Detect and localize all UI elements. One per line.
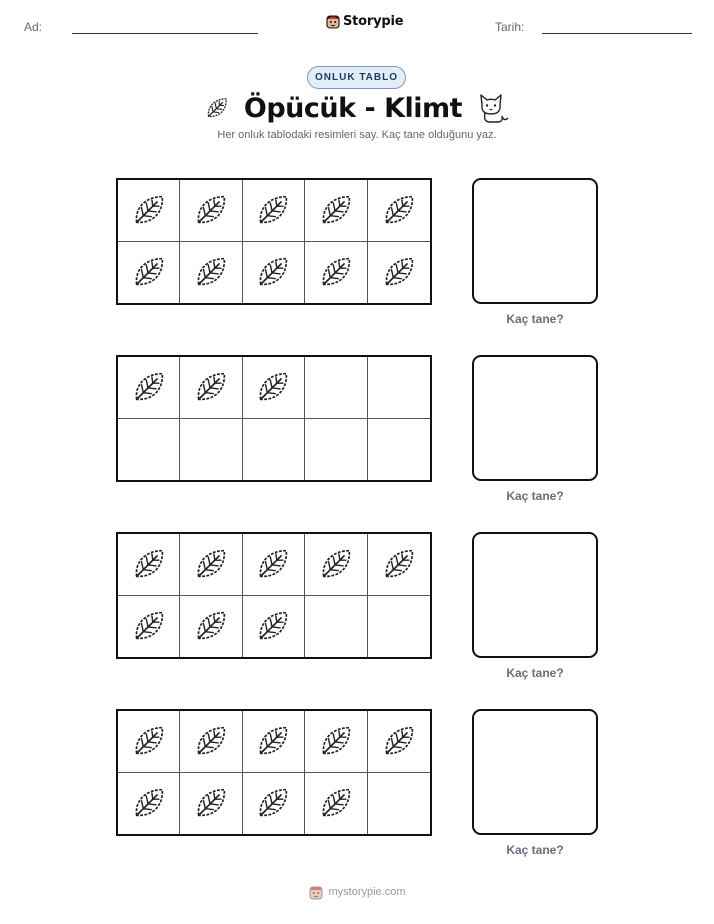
leaf-icon bbox=[204, 95, 230, 121]
answer-label: Kaç tane? bbox=[506, 843, 564, 857]
leaf-icon bbox=[254, 784, 292, 822]
frame-cell-filled bbox=[118, 180, 180, 242]
frame-cell-filled bbox=[368, 534, 430, 596]
leaf-icon bbox=[254, 253, 292, 291]
frame-cell-filled bbox=[243, 180, 305, 242]
leaf-icon bbox=[380, 253, 418, 291]
leaf-icon bbox=[192, 368, 230, 406]
answer-label: Kaç tane? bbox=[506, 666, 564, 680]
frame-cell-filled bbox=[118, 357, 180, 419]
frame-cell-filled bbox=[243, 534, 305, 596]
frame-cell-filled bbox=[243, 357, 305, 419]
frame-cell-empty bbox=[368, 357, 430, 419]
leaf-icon bbox=[192, 545, 230, 583]
leaf-icon bbox=[130, 545, 168, 583]
frame-cell-filled bbox=[118, 596, 180, 658]
frame-cell-empty bbox=[305, 596, 367, 658]
frame-cell-filled bbox=[243, 773, 305, 835]
date-line[interactable] bbox=[542, 33, 692, 34]
leaf-icon bbox=[380, 191, 418, 229]
leaf-icon bbox=[254, 722, 292, 760]
brand-logo: Storypie bbox=[326, 13, 403, 29]
leaf-icon bbox=[192, 607, 230, 645]
answer-label: Kaç tane? bbox=[506, 312, 564, 326]
frame-cell-filled bbox=[243, 242, 305, 304]
frame-cell-empty bbox=[180, 419, 242, 481]
frame-cell-empty bbox=[305, 357, 367, 419]
ten-frame bbox=[116, 355, 432, 482]
frame-cell-filled bbox=[118, 534, 180, 596]
leaf-icon bbox=[192, 722, 230, 760]
leaf-icon bbox=[317, 545, 355, 583]
frame-cell-filled bbox=[118, 773, 180, 835]
frame-cell-filled bbox=[118, 711, 180, 773]
name-label: Ad: bbox=[24, 20, 43, 34]
frame-cell-filled bbox=[305, 773, 367, 835]
footer-url: mystorypie.com bbox=[328, 886, 406, 898]
page-title: Öpücük - Klimt bbox=[243, 92, 463, 124]
leaf-icon bbox=[130, 607, 168, 645]
frame-cell-filled bbox=[368, 711, 430, 773]
frame-cell-filled bbox=[180, 357, 242, 419]
answer-box[interactable] bbox=[472, 355, 598, 481]
frame-cell-filled bbox=[180, 180, 242, 242]
worksheet-badge: ONLUK TABLO bbox=[307, 66, 406, 89]
frame-cell-filled bbox=[180, 534, 242, 596]
leaf-icon bbox=[317, 191, 355, 229]
leaf-icon bbox=[130, 253, 168, 291]
leaf-icon bbox=[254, 191, 292, 229]
frame-cell-filled bbox=[180, 596, 242, 658]
storypie-mascot-icon bbox=[308, 884, 324, 900]
frame-cell-filled bbox=[180, 242, 242, 304]
frame-cell-filled bbox=[368, 180, 430, 242]
frame-cell-empty bbox=[243, 419, 305, 481]
ten-frame bbox=[116, 178, 432, 305]
frame-cell-filled bbox=[305, 242, 367, 304]
leaf-icon bbox=[254, 545, 292, 583]
ten-frame bbox=[116, 532, 432, 659]
answer-label: Kaç tane? bbox=[506, 489, 564, 503]
name-line[interactable] bbox=[72, 33, 258, 34]
cat-icon bbox=[476, 92, 510, 124]
frame-cell-empty bbox=[305, 419, 367, 481]
frame-cell-filled bbox=[180, 773, 242, 835]
leaf-icon bbox=[192, 253, 230, 291]
title-row bbox=[0, 88, 714, 128]
frame-cell-filled bbox=[243, 596, 305, 658]
answer-box[interactable] bbox=[472, 709, 598, 835]
frame-cell-empty bbox=[368, 596, 430, 658]
leaf-icon bbox=[130, 722, 168, 760]
leaf-icon bbox=[380, 545, 418, 583]
leaf-icon bbox=[317, 253, 355, 291]
frame-cell-filled bbox=[243, 711, 305, 773]
frame-cell-filled bbox=[305, 180, 367, 242]
leaf-icon bbox=[380, 722, 418, 760]
leaf-icon bbox=[317, 784, 355, 822]
frame-cell-empty bbox=[118, 419, 180, 481]
date-label: Tarih: bbox=[495, 20, 525, 34]
leaf-icon bbox=[130, 191, 168, 229]
leaf-icon bbox=[254, 607, 292, 645]
leaf-icon bbox=[130, 784, 168, 822]
leaf-icon bbox=[254, 368, 292, 406]
frame-cell-filled bbox=[305, 711, 367, 773]
frame-cell-empty bbox=[368, 773, 430, 835]
frame-cell-filled bbox=[305, 534, 367, 596]
footer bbox=[0, 884, 714, 900]
frame-cell-empty bbox=[368, 419, 430, 481]
leaf-icon bbox=[192, 191, 230, 229]
storypie-mascot-icon bbox=[326, 13, 340, 29]
leaf-icon bbox=[317, 722, 355, 760]
frame-cell-filled bbox=[368, 242, 430, 304]
ten-frame bbox=[116, 709, 432, 836]
frame-cell-filled bbox=[180, 711, 242, 773]
frame-cell-filled bbox=[118, 242, 180, 304]
answer-box[interactable] bbox=[472, 532, 598, 658]
instructions: Her onluk tablodaki resimleri say. Kaç tane olduğunu yaz. bbox=[217, 129, 497, 141]
answer-box[interactable] bbox=[472, 178, 598, 304]
leaf-icon bbox=[192, 784, 230, 822]
leaf-icon bbox=[130, 368, 168, 406]
